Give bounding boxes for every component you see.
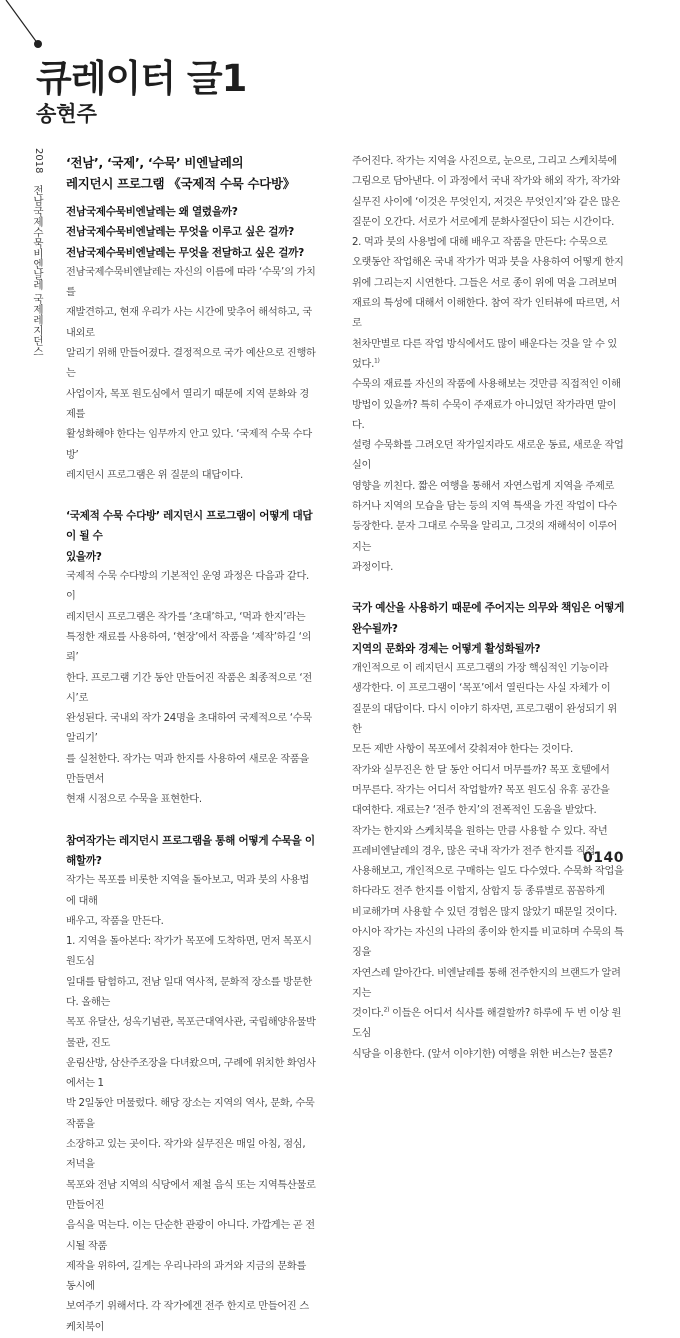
text-line: 등장한다. 문자 그대로 수묵을 알리고, 그것의 재해석이 이루어지는	[352, 521, 617, 553]
text-line: 식당을 이용한다. (앞서 이야기한) 여행을 위한 버스는? 물론?	[352, 1048, 613, 1060]
text-line: 목포 유달산, 성옥기념관, 목포근대역사관, 국립해양유물박물관, 진도	[66, 1017, 316, 1049]
text-line: 국제적 수묵 수다방의 기본적인 운영 과정은 다음과 같다. 이	[66, 571, 309, 603]
text-line: 현재 시점으로 수묵을 표현한다.	[66, 794, 202, 806]
text-line: 일대를 탐험하고, 전남 일대 역사적, 문화적 장소를 방문한다. 올해는	[66, 976, 312, 1008]
text-line: 머무른다. 작가는 어디서 작업할까? 목포 원도심 유휴 공간을	[352, 784, 610, 796]
text-line: 생각한다. 이 프로그램이 ‘목포’에서 열린다는 사실 자체가 이	[352, 683, 611, 695]
text-line: 설령 수묵화를 그려오던 작가일지라도 새로운 동료, 새로운 작업실이	[352, 440, 624, 472]
text-line: 것이다.$^{2)}$ 이들은 어디서 식사를 해결할까? 하루에 두 번 이상 원도심	[352, 1006, 622, 1040]
author-name: 송현주	[36, 102, 97, 126]
text-line: 보여주기 위해서다. 각 작가에겐 전주 한지로 만들어진 스케치북이	[66, 1301, 309, 1333]
text-line: 질문이 오간다. 서로가 서로에게 문화사절단이 되는 시간이다.	[352, 216, 615, 228]
text-line: 프레비엔날레의 경우, 많은 국내 작가가 전주 한지를 직접	[352, 845, 595, 857]
text-line: 하거나 지역의 모습을 담는 등의 지역 특색을 가진 작업이 다수	[352, 501, 617, 513]
text-line: 한다. 프로그램 기간 동안 만들어진 작품은 최종적으로 ‘전시’로	[66, 672, 312, 704]
side-year: 2018	[33, 148, 44, 174]
text-line: 오랫동안 작업해온 국내 작가가 먹과 붓을 사용하여 어떻게 한지	[352, 257, 624, 269]
question: 완수될까?	[352, 622, 398, 635]
text-line: 운림산방, 삼산주조장을 다녀왔으며, 구례에 위치한 화엄사에서는 1	[66, 1057, 316, 1090]
text-line: 전남국제수묵비엔날레는 자신의 이름에 따라 ‘수묵’의 가치를	[66, 266, 316, 299]
text-line: 알리기 위해 만들어졌다. 결정적으로 국가 예산으로 진행하는	[66, 348, 316, 380]
page-title: 큐레이터 글1	[36, 57, 247, 100]
question: 참여작가는 레지던시 프로그램을 통해 어떻게 수묵을 이해할까?	[66, 834, 315, 867]
text-line: 모든 제반 사항이 목포에서 갖춰져야 한다는 것이다.	[352, 744, 573, 756]
text-line: 1. 지역을 돌아본다: 작가가 목포에 도착하면, 먼저 목포시 원도심	[66, 936, 312, 968]
text-line: 방법이 있을까? 특히 수묵이 주재료가 아니었던 작가라면 말이다.	[352, 399, 617, 431]
text-line: 비교해가며 사용할 수 있던 경험은 많지 않았기 때문일 것이다.	[352, 906, 617, 918]
text-line: 수묵의 재료를 자신의 작품에 사용해보는 것만큼 직접적인 이해	[352, 379, 621, 391]
text-line: 제작을 위하여, 길게는 우리나라의 과거와 지금의 문화를 동시에	[66, 1260, 307, 1293]
text-line: 실무진 사이에 ‘이것은 무엇인지, 저것은 무엇인지’와 같은 많은	[352, 196, 620, 208]
footnote-marker: 2)	[383, 1006, 390, 1014]
text-line: 영향을 끼친다. 짧은 여행을 통해서 자연스럽게 지역을 주제로	[352, 480, 615, 492]
text-line: 아시아 작가는 자신의 나라의 종이와 한지를 비교하며 수묵의 특징을	[352, 926, 624, 959]
text-line: 특정한 재료를 사용하여, ‘현장’에서 작품을 ‘제작’하길 ‘의뢰’	[66, 631, 312, 664]
text-line: 자연스레 알아간다. 비엔날레를 통해 전주한지의 브랜드가 알려지는	[352, 967, 621, 999]
left-column	[66, 152, 316, 1338]
text-line: 재발견하고, 현재 우리가 사는 시간에 맞추어 해석하고, 국내외로	[66, 307, 312, 339]
text-line: 하다라도 전주 한지를 이합지, 삼합지 등 종류별로 꼼꼼하게	[352, 886, 605, 898]
text-line: 주어진다. 작가는 지역을 사진으로, 눈으로, 그리고 스케치북에	[352, 156, 617, 167]
question: 전남국제수묵비엔날레는 왜 열렸을까?	[66, 206, 238, 218]
text-line: 목포와 전남 지역의 식당에서 제철 음식 또는 지역특산물로 만들어진	[66, 1179, 316, 1211]
text-line: 위에 그리는지 시연한다. 그들은 서로 종이 위에 먹을 그려보며	[352, 277, 617, 289]
text-line: 박 2일동안 머물렀다. 해당 장소는 지역의 역사, 문화, 수묵 작품을	[66, 1098, 315, 1130]
question: ‘국제적 수묵 수다방’ 레지던시 프로그램이 어떻게 대답이 될 수	[66, 510, 313, 543]
text-line: 천차만별로 다른 작업 방식에서도 많이 배운다는 것을 알 수 있었다.$^{1)}$	[352, 338, 617, 370]
question: 국가 예산을 사용하기 때문에 주어지는 의무와 책임은 어떻게	[352, 602, 625, 615]
text-line: 레지던시 프로그램은 작가를 ‘초대’하고, ‘먹과 한지’라는	[66, 611, 306, 623]
text-line: 대여한다. 재료는? ‘전주 한지’의 전폭적인 도움을 받았다.	[352, 805, 597, 817]
text-line: 재료의 특성에 대해서 이해한다. 참여 작가 인터뷰에 따르면, 서로	[352, 298, 620, 330]
text-line: 작가와 실무진은 한 달 동안 어디서 머무를까? 목포 호텔에서	[352, 764, 610, 776]
text-line: 개인적으로 이 레지던시 프로그램의 가장 핵심적인 기능이라	[352, 663, 609, 675]
text-line: 를 실천한다. 작가는 먹과 한지를 사용하여 새로운 작품을 만들면서	[66, 753, 309, 786]
text-line: 사업이자, 목포 원도심에서 열리기 때문에 지역 문화와 경제를	[66, 388, 309, 420]
page-number: 0140	[583, 850, 624, 866]
text-line: 완성된다. 국내외 작가 24명을 초대하여 국제적으로 ‘수묵 알리기’	[66, 713, 312, 745]
text-line: 그림으로 담아낸다. 이 과정에서 국내 작가와 해외 작가, 작가와	[352, 176, 620, 188]
text-line: 질문의 대답이다. 다시 이야기 하자면, 프로그램이 완성되기 위한	[352, 703, 617, 736]
question: 있을까?	[66, 550, 102, 563]
text-line: 과정이다.	[352, 561, 394, 573]
text-line: 레지던시 프로그램은 위 질문의 대답이다.	[66, 469, 243, 481]
text-line: 사용해보고, 개인적으로 구매하는 일도 다수였다. 수묵화 작업을	[352, 866, 624, 878]
text-line: 활성화해야 한다는 임무까지 안고 있다. ‘국제적 수묵 수다방’	[66, 429, 312, 461]
question: 지역의 문화와 경제는 어떻게 활성화될까?	[352, 642, 541, 655]
side-event-name: 전남국제수묵비엔날레 국제레지던스	[32, 184, 44, 357]
question: 전남국제수묵비엔날레는 무엇을 전달하고 싶은 걸까?	[66, 246, 304, 259]
text-line: 배우고, 작품을 만든다.	[66, 915, 164, 927]
text-line: 소장하고 있는 곳이다. 작가와 실무진은 매일 아침, 점심, 저녁을	[66, 1139, 306, 1171]
question: 전남국제수묵비엔날레는 무엇을 이루고 싶은 걸까?	[66, 226, 295, 239]
side-label	[29, 148, 45, 356]
text-line: 2. 먹과 붓의 사용법에 대해 배우고 작품을 만든다: 수묵으로	[352, 237, 608, 249]
footnote-marker: 1)	[374, 357, 380, 365]
right-column	[352, 152, 626, 1065]
text-line: 작가는 한지와 스케치북을 원하는 만큼 사용할 수 있다. 작년	[352, 825, 608, 837]
section-title: ‘전남’, ‘국제’, ‘수묵’ 비엔날레의 레지던시 프로그램 《국제적 수묵 수다방》	[66, 155, 296, 191]
text-line: 작가는 목포를 비롯한 지역을 돌아보고, 먹과 붓의 사용법에 대해	[66, 875, 309, 907]
text-line: 음식을 먹는다. 이는 단순한 관광이 아니다. 가깝게는 곧 전시될 작품	[66, 1220, 315, 1252]
